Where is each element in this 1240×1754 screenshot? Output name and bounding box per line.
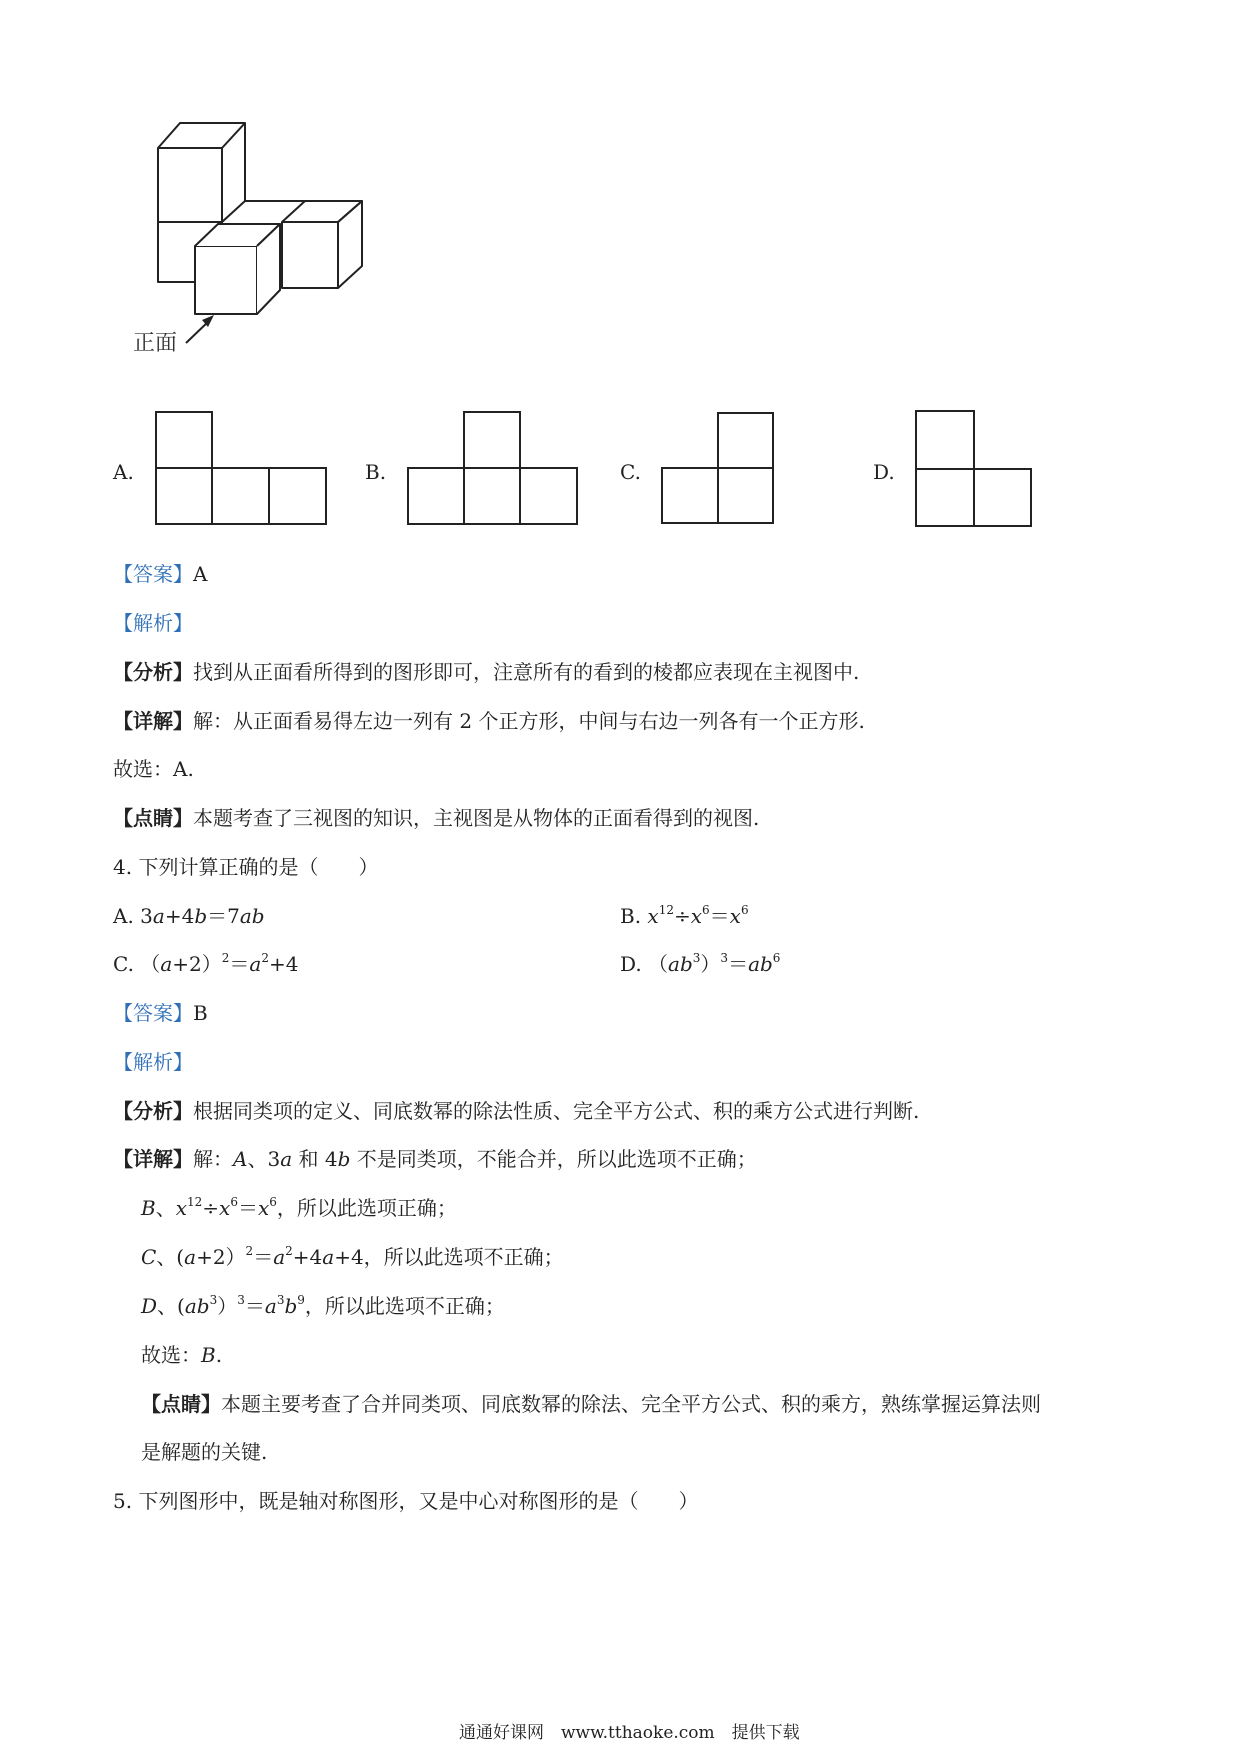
q3-xiangjie: 解：从正面看易得左边一列有 2 个正方形，中间与右边一列各有一个正方形.: [193, 709, 865, 733]
q4-dianjing-2: 是解题的关键.: [141, 1440, 268, 1464]
q4-detail-d-tail: ，所以此选项不正确；: [304, 1294, 505, 1318]
q3-dianjing-line: [113, 804, 759, 832]
q3-fenxi-tag: 【分析】: [113, 660, 193, 684]
q4-detail-d: D、$(ab^3)^3=a^3b^9$，所以此选项不正确；: [141, 1293, 505, 1318]
option-a-label: A.: [113, 460, 134, 484]
q4-detail-c-tail: ，所以此选项不正确；: [363, 1245, 564, 1269]
q3-guxuan: 故选：A.: [113, 757, 194, 781]
q3-xiangjie-tag: 【详解】: [113, 709, 193, 733]
q4-detail-b-tail: ，所以此选项正确；: [276, 1196, 457, 1220]
q4-detail-c: C、$(a+2)^2=a^2+4a+4$，所以此选项不正确；: [141, 1244, 564, 1269]
option-c-label: C.: [620, 460, 641, 484]
page-footer: 通通好课网 www.tthaoke.com 提供下载: [459, 1723, 800, 1743]
q3-fenxi: 找到从正面看所得到的图形即可，注意所有的看到的棱都应表现在主视图中.: [193, 660, 860, 684]
q4-xiangjie-tag: 【详解】: [113, 1147, 193, 1171]
q4-option-c: C. $(a+2)^2=a^2+4$: [113, 951, 299, 976]
q4-detail-b: B、$x^{12}\div x^6=x^6$，所以此选项正确；: [141, 1195, 457, 1220]
q4-answer: B: [193, 1001, 208, 1025]
q3-answer-line: [113, 560, 207, 588]
option-d-label: D.: [873, 460, 895, 484]
q5-stem: 5. 下列图形中，既是轴对称图形，又是中心对称图形的是（ ）: [113, 1489, 699, 1513]
q3-answer: A: [193, 562, 208, 586]
q4-answer-line: [113, 999, 208, 1027]
q3-fenxi-line: [113, 658, 859, 686]
q3-dianjing-tag: 【点睛】: [113, 806, 193, 830]
q4-detail-a: 解：A、3a 和 4b 不是同类项，不能合并，所以此选项不正确；: [193, 1147, 757, 1171]
q4-dianjing-tag: 【点睛】: [141, 1392, 221, 1416]
front-label: 正面: [133, 331, 178, 356]
q4-dianjing-line: [141, 1390, 1041, 1418]
option-d-view: [0, 0, 1240, 560]
q3-answer-tag: 【答案】: [113, 562, 193, 586]
q3-dianjing: 本题考查了三视图的知识，主视图是从物体的正面看得到的视图.: [193, 806, 760, 830]
q4-fenxi: 根据同类项的定义、同底数幂的除法性质、完全平方公式、积的乘方公式进行判断.: [193, 1099, 920, 1123]
q4-option-a: A. 3a+4b＝7ab: [113, 904, 265, 928]
q4-stem: 4. 下列计算正确的是（ ）: [113, 855, 379, 879]
q4-analysis-tag: 【解析】: [113, 1050, 193, 1074]
q4-fenxi-line: [113, 1097, 919, 1125]
q4-option-d: D. $(ab^3)^3=ab^6$: [620, 951, 781, 976]
q3-analysis-tag: 【解析】: [113, 611, 193, 635]
q4-xiangjie-line: [113, 1145, 757, 1173]
q4-option-b: B. $x^{12}\div x^6=x^6$: [620, 903, 749, 928]
q4-guxuan: 故选：B.: [141, 1343, 223, 1367]
q4-fenxi-tag: 【分析】: [113, 1099, 193, 1123]
q4-dianjing-1: 本题主要考查了合并同类项、同底数幂的除法、完全平方公式、积的乘方，熟练掌握运算法则: [221, 1392, 1041, 1416]
option-b-label: B.: [365, 460, 387, 484]
q3-xiangjie-line: [113, 707, 865, 735]
q4-answer-tag: 【答案】: [113, 1001, 193, 1025]
